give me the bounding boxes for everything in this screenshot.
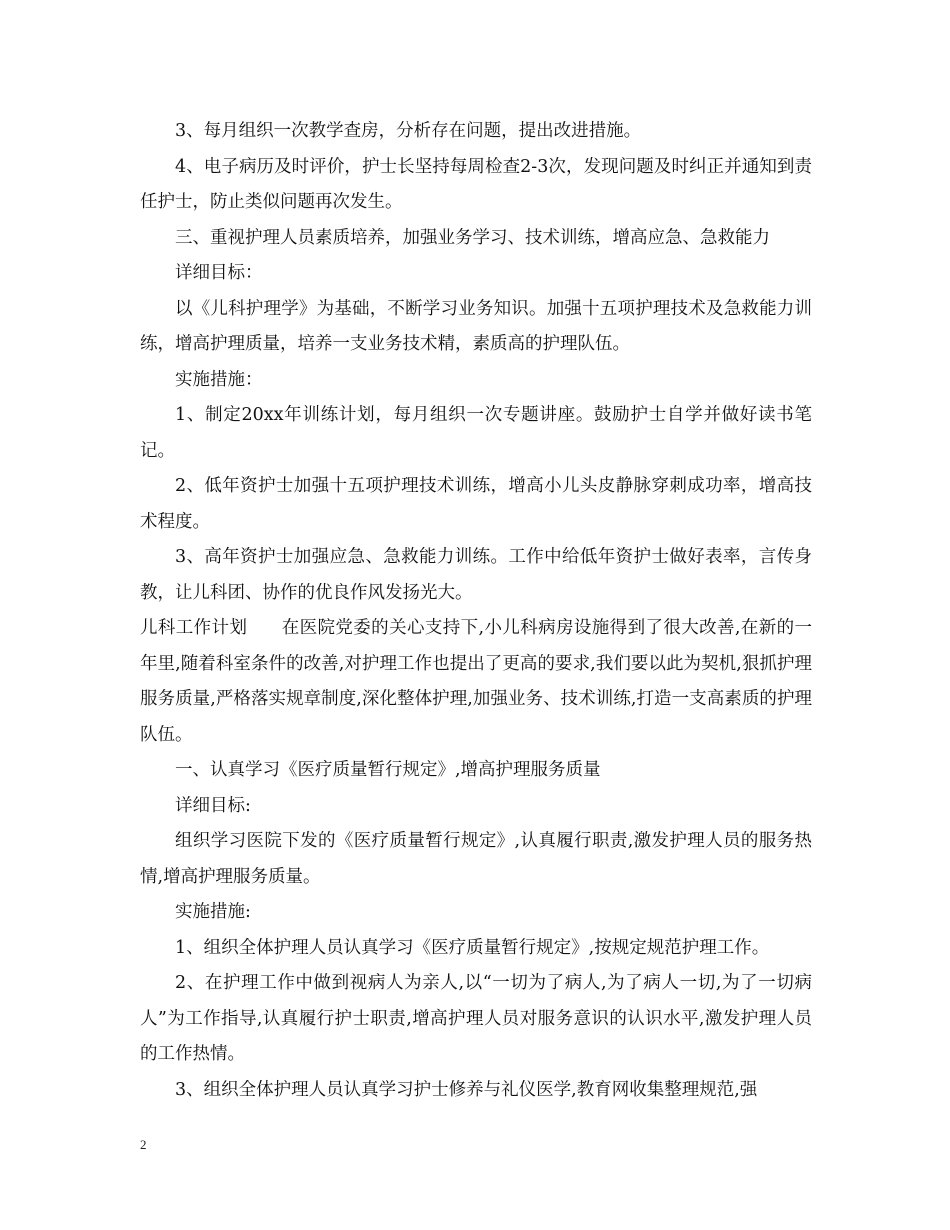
paragraph: 1、组织全体护理人员认真学习《医疗质量暂行规定》,按规定规范护理工作。	[175, 937, 770, 958]
section-title: 儿科工作计划	[140, 618, 248, 638]
section-heading: 三、重视护理人员素质培养，加强业务学习、技术训练，增高应急、急救能力	[175, 227, 770, 248]
paragraph: 2、低年资护士加强十五项护理技术训练，增高小儿头皮静脉穿刺成功率，增高技术程度。	[140, 476, 812, 532]
subheading: 实施措施:	[175, 902, 251, 922]
paragraph: 组织学习医院下发的《医疗质量暂行规定》,认真履行职责,激发护理人员的服务热情,增高护理服务质量。	[140, 831, 812, 887]
paragraph: 3、高年资护士加强应急、急救能力训练。工作中给低年资护士做好表率，言传身教，让儿科团、协作的优良作风发扬光大。	[140, 547, 812, 603]
section-heading: 一、认真学习《医疗质量暂行规定》,增高护理服务质量	[175, 760, 601, 780]
paragraph: 以《儿科护理学》为基础，不断学习业务知识。加强十五项护理技术及急救能力训练，增高护理质量，培养一支业务技术精，素质高的护理队伍。	[140, 298, 812, 354]
subheading: 详细目标:	[175, 795, 251, 816]
page-number: 2	[140, 1137, 147, 1152]
subheading: 实施措施：	[175, 369, 263, 390]
paragraph: 3、每月组织一次教学查房，分析存在问题，提出改进措施。	[175, 121, 642, 141]
section-intro-paragraph	[140, 611, 812, 753]
paragraph: 1、制定20xx年训练计划，每月组织一次专题讲座。鼓励护士自学并做好读书笔记。	[140, 405, 812, 461]
paragraph: 2、在护理工作中做到视病人为亲人,以“一切为了病人,为了病人一切,为了一切病人”为工作指导,认真履行护士职责,增高护理人员对服务意识的认识水平,激发护理人员的工作热情。	[140, 973, 812, 1064]
section-intro: 在医院党委的关心支持下,小儿科病房设施得到了很大改善,在新的一年里,随着科室条件的改善,对护理工作也提出了更高的要求,我们要以此为契机,狠抓护理服务质量,严格落实规章制度,深化整体护理,加强业务、技术训练,打造一支高素质的护理队伍。	[140, 618, 813, 745]
paragraph: 3、组织全体护理人员认真学习护士修养与礼仪医学,教育网收集整理规范,强	[175, 1079, 758, 1100]
subheading: 详细目标：	[175, 263, 263, 283]
document-body	[140, 114, 812, 1108]
paragraph: 4、电子病历及时评价，护士长坚持每周检查2-3次，发现问题及时纠正并通知到责任护士，防止类似问题再次发生。	[140, 156, 812, 212]
